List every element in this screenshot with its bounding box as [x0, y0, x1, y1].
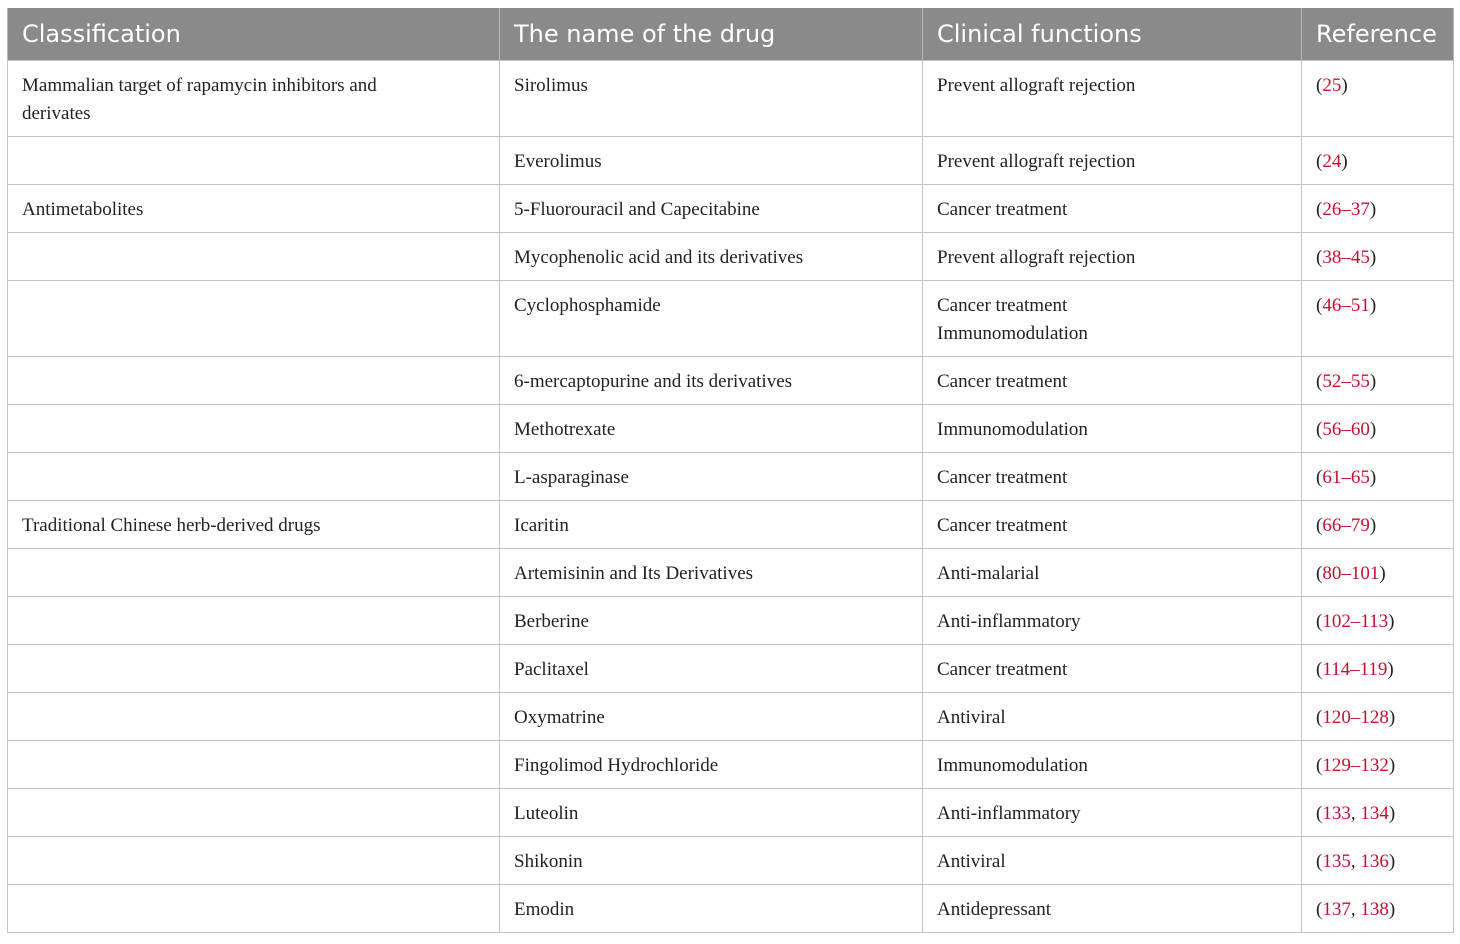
cell-drug-name: Sirolimus: [500, 60, 923, 136]
cell-clinical-function: [923, 788, 1302, 836]
table-row: [8, 404, 1454, 452]
cell-classification: [8, 452, 500, 500]
clinical-function-text: Antidepressant: [937, 898, 1051, 920]
reference-link[interactable]: 133: [1322, 802, 1351, 824]
cell-classification: [8, 136, 500, 184]
reference-link[interactable]: 46–51: [1322, 294, 1370, 316]
table-row: [8, 788, 1454, 836]
cell-clinical-function: [923, 60, 1302, 136]
cell-drug-name: 6-mercaptopurine and its derivatives: [500, 356, 923, 404]
cell-drug-name: L-asparaginase: [500, 452, 923, 500]
table-row: [8, 232, 1454, 280]
cell-clinical-function: [923, 500, 1302, 548]
clinical-function-text: Prevent allograft rejection: [937, 246, 1136, 268]
cell-clinical-function: [923, 836, 1302, 884]
cell-clinical-function: [923, 884, 1302, 932]
cell-reference: (135, 136): [1302, 836, 1454, 884]
cell-reference: (133, 134): [1302, 788, 1454, 836]
table-row: [8, 452, 1454, 500]
cell-reference: (66–79): [1302, 500, 1454, 548]
clinical-function-text: Cancer treatment: [937, 466, 1068, 488]
cell-drug-name: Paclitaxel: [500, 644, 923, 692]
cell-reference: (80–101): [1302, 548, 1454, 596]
cell-drug-name: Cyclophosphamide: [500, 280, 923, 356]
cell-reference: (129–132): [1302, 740, 1454, 788]
cell-classification: [8, 884, 500, 932]
clinical-function-text: Cancer treatment: [937, 514, 1068, 536]
cell-classification: [8, 644, 500, 692]
cell-reference: (114–119): [1302, 644, 1454, 692]
cell-drug-name: Artemisinin and Its Derivatives: [500, 548, 923, 596]
cell-clinical-function: [923, 136, 1302, 184]
reference-link[interactable]: 61–65: [1322, 466, 1370, 488]
clinical-function-text: Antiviral: [937, 706, 1006, 728]
reference-link-2[interactable]: 136: [1360, 850, 1389, 872]
classification-text: Traditional Chinese herb-derived drugs: [22, 514, 321, 536]
cell-clinical-function: [923, 452, 1302, 500]
cell-drug-name: Methotrexate: [500, 404, 923, 452]
cell-drug-name: 5-Fluorouracil and Capecitabine: [500, 184, 923, 232]
table-row: [8, 740, 1454, 788]
clinical-function-text: Cancer treatment: [937, 198, 1068, 220]
cell-classification: [8, 184, 500, 232]
cell-clinical-function: [923, 596, 1302, 644]
header-classification: Classification: [8, 8, 500, 60]
table-row: [8, 280, 1454, 356]
cell-clinical-function: [923, 356, 1302, 404]
table-row: [8, 884, 1454, 932]
cell-reference: (137, 138): [1302, 884, 1454, 932]
table-row: [8, 184, 1454, 232]
cell-drug-name: Mycophenolic acid and its derivatives: [500, 232, 923, 280]
header-drug-name: The name of the drug: [500, 8, 923, 60]
cell-clinical-function: [923, 232, 1302, 280]
table-row: [8, 548, 1454, 596]
cell-classification: [8, 836, 500, 884]
cell-classification: [8, 788, 500, 836]
cell-classification: [8, 404, 500, 452]
reference-link[interactable]: 114–119: [1322, 658, 1388, 680]
clinical-function-text: Cancer treatment: [937, 294, 1068, 316]
cell-classification: [8, 500, 500, 548]
cell-classification: [8, 548, 500, 596]
reference-link[interactable]: 135: [1322, 850, 1351, 872]
table-body: [8, 60, 1454, 932]
cell-clinical-function: [923, 184, 1302, 232]
cell-clinical-function: [923, 548, 1302, 596]
clinical-function-text: Cancer treatment: [937, 370, 1068, 392]
cell-reference: (38–45): [1302, 232, 1454, 280]
clinical-function-text-2: Immunomodulation: [937, 322, 1088, 344]
reference-link[interactable]: 52–55: [1322, 370, 1370, 392]
clinical-function-text: Antiviral: [937, 850, 1006, 872]
cell-drug-name: Everolimus: [500, 136, 923, 184]
clinical-function-text: Anti-malarial: [937, 562, 1040, 584]
clinical-function-text: Anti-inflammatory: [937, 802, 1081, 824]
cell-clinical-function: [923, 644, 1302, 692]
cell-reference: (26–37): [1302, 184, 1454, 232]
cell-classification: [8, 60, 500, 136]
cell-drug-name: Berberine: [500, 596, 923, 644]
reference-link[interactable]: 26–37: [1322, 198, 1370, 220]
clinical-function-text: Prevent allograft rejection: [937, 150, 1136, 172]
reference-link[interactable]: 38–45: [1322, 246, 1370, 268]
table-row: [8, 136, 1454, 184]
header-reference: Reference: [1302, 8, 1454, 60]
classification-text: Mammalian target of rapamycin inhibitors and derivates: [22, 74, 377, 124]
reference-link[interactable]: 102–113: [1322, 610, 1389, 632]
cell-reference: (61–65): [1302, 452, 1454, 500]
cell-classification: [8, 280, 500, 356]
table-row: [8, 596, 1454, 644]
reference-link[interactable]: 129–132: [1322, 754, 1389, 776]
reference-link-2[interactable]: 138: [1360, 898, 1389, 920]
drug-table: [7, 8, 1454, 933]
cell-reference: (56–60): [1302, 404, 1454, 452]
classification-text: Antimetabolites: [22, 198, 144, 220]
cell-drug-name: Fingolimod Hydrochloride: [500, 740, 923, 788]
cell-clinical-function: [923, 692, 1302, 740]
reference-link-2[interactable]: 134: [1360, 802, 1389, 824]
reference-link[interactable]: 120–128: [1322, 706, 1389, 728]
reference-link[interactable]: 66–79: [1322, 514, 1370, 536]
clinical-function-text: Prevent allograft rejection: [937, 74, 1136, 96]
table-row: [8, 644, 1454, 692]
cell-drug-name: Emodin: [500, 884, 923, 932]
clinical-function-text: Cancer treatment: [937, 658, 1068, 680]
cell-classification: [8, 740, 500, 788]
cell-classification: [8, 692, 500, 740]
reference-link[interactable]: 80–101: [1322, 562, 1380, 584]
cell-classification: [8, 596, 500, 644]
cell-reference: (120–128): [1302, 692, 1454, 740]
header-row: [8, 8, 1454, 60]
cell-reference: (24): [1302, 136, 1454, 184]
table-row: [8, 500, 1454, 548]
cell-clinical-function: [923, 280, 1302, 356]
clinical-function-text: Anti-inflammatory: [937, 610, 1081, 632]
cell-classification: [8, 232, 500, 280]
cell-drug-name: Icaritin: [500, 500, 923, 548]
clinical-function-text: Immunomodulation: [937, 754, 1088, 776]
table-header: [8, 8, 1454, 60]
reference-link[interactable]: 25: [1322, 74, 1342, 96]
reference-link[interactable]: 56–60: [1322, 418, 1370, 440]
cell-drug-name: Oxymatrine: [500, 692, 923, 740]
clinical-function-text: Immunomodulation: [937, 418, 1088, 440]
table-row: [8, 60, 1454, 136]
cell-classification: [8, 356, 500, 404]
cell-reference: (46–51): [1302, 280, 1454, 356]
table-row: [8, 356, 1454, 404]
cell-drug-name: Luteolin: [500, 788, 923, 836]
cell-clinical-function: [923, 404, 1302, 452]
table-row: [8, 692, 1454, 740]
reference-link[interactable]: 24: [1322, 150, 1342, 172]
cell-reference: (52–55): [1302, 356, 1454, 404]
cell-drug-name: Shikonin: [500, 836, 923, 884]
cell-reference: (102–113): [1302, 596, 1454, 644]
reference-link[interactable]: 137: [1322, 898, 1351, 920]
cell-clinical-function: [923, 740, 1302, 788]
cell-reference: (25): [1302, 60, 1454, 136]
header-clinical-functions: Clinical functions: [923, 8, 1302, 60]
table-row: [8, 836, 1454, 884]
